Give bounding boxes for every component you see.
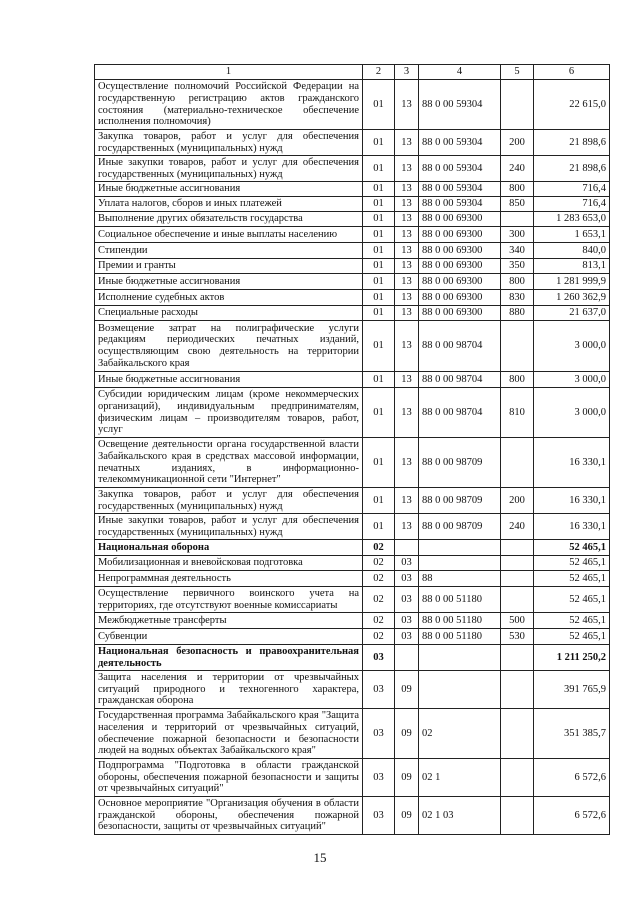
amount-cell: 16 330,1 <box>534 488 610 514</box>
amount-cell: 6 572,6 <box>534 759 610 797</box>
subsection-code-cell: 13 <box>395 80 419 130</box>
subsection-code-cell: 13 <box>395 321 419 372</box>
table-row <box>95 388 610 438</box>
section-code-cell: 01 <box>363 290 395 306</box>
target-article-cell: 88 0 00 98709 <box>419 514 501 540</box>
amount-cell: 52 465,1 <box>534 571 610 587</box>
amount-cell: 1 281 999,9 <box>534 274 610 290</box>
subsection-code-cell: 13 <box>395 197 419 212</box>
section-code-cell: 02 <box>363 556 395 571</box>
row-name-cell: Иные бюджетные ассигнования <box>95 372 363 388</box>
expense-type-cell: 800 <box>501 274 534 290</box>
table-row <box>95 671 610 709</box>
target-article-cell: 88 0 00 51180 <box>419 587 501 613</box>
expense-type-cell: 530 <box>501 629 534 645</box>
section-code-cell: 01 <box>363 372 395 388</box>
header-cell: 2 <box>363 65 395 80</box>
table-row <box>95 488 610 514</box>
amount-cell: 716,4 <box>534 182 610 197</box>
section-code-cell: 02 <box>363 613 395 629</box>
target-article-cell: 02 <box>419 709 501 759</box>
section-code-cell: 01 <box>363 438 395 488</box>
row-name-cell: Специальные расходы <box>95 306 363 321</box>
section-code-cell: 02 <box>363 587 395 613</box>
amount-cell: 840,0 <box>534 243 610 259</box>
target-article-cell: 88 0 00 51180 <box>419 629 501 645</box>
target-article-cell <box>419 540 501 556</box>
section-code-cell: 01 <box>363 388 395 438</box>
table-row <box>95 182 610 197</box>
table-row <box>95 587 610 613</box>
subsection-code-cell: 13 <box>395 182 419 197</box>
amount-cell: 813,1 <box>534 259 610 274</box>
table-row <box>95 709 610 759</box>
table-row <box>95 540 610 556</box>
expense-type-cell: 350 <box>501 259 534 274</box>
section-code-cell: 01 <box>363 182 395 197</box>
row-name-cell: Стипендии <box>95 243 363 259</box>
subsection-code-cell: 09 <box>395 759 419 797</box>
target-article-cell: 88 0 00 51180 <box>419 613 501 629</box>
amount-cell: 16 330,1 <box>534 514 610 540</box>
subsection-code-cell: 03 <box>395 613 419 629</box>
row-name-cell: Возмещение затрат на полиграфические услуги редакциям периодических печатных изданий, осуществляющим свою деятельность на территории Забайкальского края <box>95 321 363 372</box>
table-row <box>95 613 610 629</box>
section-code-cell: 01 <box>363 488 395 514</box>
amount-cell: 1 283 653,0 <box>534 212 610 227</box>
row-name-cell: Иные закупки товаров, работ и услуг для обеспечения государственных (муниципальных) нужд <box>95 514 363 540</box>
subsection-code-cell: 13 <box>395 227 419 243</box>
row-name-cell: Непрограммная деятельность <box>95 571 363 587</box>
row-name-cell: Государственная программа Забайкальского края "Защита населения и территорий от чрезвычайных ситуаций, обеспечение пожарной безопасности и безопасности людей на водных объектах Забайкальского края" <box>95 709 363 759</box>
subsection-code-cell: 13 <box>395 372 419 388</box>
target-article-cell: 88 0 00 98704 <box>419 388 501 438</box>
target-article-cell: 88 0 00 69300 <box>419 274 501 290</box>
section-code-cell: 01 <box>363 227 395 243</box>
section-code-cell: 01 <box>363 80 395 130</box>
amount-cell: 21 898,6 <box>534 156 610 182</box>
table-row <box>95 290 610 306</box>
section-code-cell: 03 <box>363 671 395 709</box>
expense-type-cell: 340 <box>501 243 534 259</box>
amount-cell: 22 615,0 <box>534 80 610 130</box>
table-row <box>95 243 610 259</box>
subsection-code-cell: 13 <box>395 488 419 514</box>
section-code-cell: 01 <box>363 156 395 182</box>
expense-type-cell: 240 <box>501 514 534 540</box>
row-name-cell: Национальная оборона <box>95 540 363 556</box>
section-code-cell: 01 <box>363 321 395 372</box>
section-code-cell: 01 <box>363 197 395 212</box>
target-article-cell: 88 0 00 98709 <box>419 488 501 514</box>
row-name-cell: Осуществление полномочий Российской Федерации на государственную регистрацию актов гражданского состояния (материально-техническое обеспечение исполнения полномочия) <box>95 80 363 130</box>
header-cell: 5 <box>501 65 534 80</box>
table-header-row <box>95 65 610 80</box>
section-code-cell: 03 <box>363 645 395 671</box>
subsection-code-cell: 13 <box>395 274 419 290</box>
section-code-cell: 01 <box>363 306 395 321</box>
expense-type-cell: 830 <box>501 290 534 306</box>
table-row <box>95 227 610 243</box>
amount-cell: 351 385,7 <box>534 709 610 759</box>
amount-cell: 391 765,9 <box>534 671 610 709</box>
target-article-cell: 88 0 00 59304 <box>419 130 501 156</box>
row-name-cell: Защита населения и территории от чрезвычайных ситуаций природного и техногенного характера, гражданская оборона <box>95 671 363 709</box>
header-cell: 1 <box>95 65 363 80</box>
target-article-cell <box>419 645 501 671</box>
expense-type-cell <box>501 556 534 571</box>
expense-type-cell: 850 <box>501 197 534 212</box>
section-code-cell: 02 <box>363 571 395 587</box>
section-code-cell: 01 <box>363 274 395 290</box>
expense-type-cell <box>501 438 534 488</box>
row-name-cell: Основное мероприятие "Организация обучения в области гражданской обороны, обеспечения пожарной безопасности, защиты от чрезвычайных ситуаций" <box>95 797 363 835</box>
expense-type-cell <box>501 645 534 671</box>
header-cell: 6 <box>534 65 610 80</box>
expense-type-cell: 200 <box>501 488 534 514</box>
section-code-cell: 01 <box>363 259 395 274</box>
subsection-code-cell: 03 <box>395 556 419 571</box>
subsection-code-cell: 13 <box>395 156 419 182</box>
table-row <box>95 259 610 274</box>
row-name-cell: Иные бюджетные ассигнования <box>95 274 363 290</box>
subsection-code-cell: 13 <box>395 388 419 438</box>
row-name-cell: Закупка товаров, работ и услуг для обеспечения государственных (муниципальных) нужд <box>95 130 363 156</box>
expense-type-cell <box>501 587 534 613</box>
expense-type-cell: 240 <box>501 156 534 182</box>
table-row <box>95 274 610 290</box>
expense-type-cell: 880 <box>501 306 534 321</box>
subsection-code-cell: 13 <box>395 438 419 488</box>
subsection-code-cell: 13 <box>395 130 419 156</box>
target-article-cell: 88 0 00 59304 <box>419 197 501 212</box>
expense-type-cell <box>501 80 534 130</box>
section-code-cell: 01 <box>363 243 395 259</box>
row-name-cell: Мобилизационная и вневойсковая подготовка <box>95 556 363 571</box>
amount-cell: 21 898,6 <box>534 130 610 156</box>
target-article-cell: 88 0 00 98704 <box>419 321 501 372</box>
subsection-code-cell: 03 <box>395 587 419 613</box>
table-row <box>95 797 610 835</box>
subsection-code-cell <box>395 645 419 671</box>
row-name-cell: Уплата налогов, сборов и иных платежей <box>95 197 363 212</box>
table-row <box>95 80 610 130</box>
section-code-cell: 01 <box>363 130 395 156</box>
amount-cell: 3 000,0 <box>534 372 610 388</box>
expense-type-cell <box>501 212 534 227</box>
target-article-cell: 88 0 00 69300 <box>419 212 501 227</box>
subsection-code-cell: 13 <box>395 306 419 321</box>
table-row <box>95 156 610 182</box>
table-row <box>95 130 610 156</box>
subsection-code-cell: 13 <box>395 259 419 274</box>
amount-cell: 716,4 <box>534 197 610 212</box>
expense-type-cell <box>501 797 534 835</box>
target-article-cell: 88 0 00 59304 <box>419 156 501 182</box>
expense-type-cell: 800 <box>501 182 534 197</box>
header-cell: 3 <box>395 65 419 80</box>
amount-cell: 16 330,1 <box>534 438 610 488</box>
row-name-cell: Подпрограмма "Подготовка в области гражданской обороны, обеспечения пожарной безопасности и защиты от чрезвычайных ситуаций" <box>95 759 363 797</box>
expense-type-cell: 300 <box>501 227 534 243</box>
row-name-cell: Социальное обеспечение и иные выплаты населению <box>95 227 363 243</box>
target-article-cell: 88 0 00 69300 <box>419 306 501 321</box>
table-row <box>95 514 610 540</box>
subsection-code-cell: 09 <box>395 671 419 709</box>
target-article-cell: 88 0 00 69300 <box>419 259 501 274</box>
row-name-cell: Субсидии юридическим лицам (кроме некоммерческих организаций), индивидуальным предпринимателям, физическим лицам – производителям товаров, работ, услуг <box>95 388 363 438</box>
expense-type-cell: 810 <box>501 388 534 438</box>
amount-cell: 21 637,0 <box>534 306 610 321</box>
subsection-code-cell: 03 <box>395 571 419 587</box>
section-code-cell: 03 <box>363 709 395 759</box>
section-code-cell: 03 <box>363 797 395 835</box>
table-row <box>95 372 610 388</box>
section-code-cell: 02 <box>363 540 395 556</box>
expense-type-cell <box>501 759 534 797</box>
expense-type-cell <box>501 571 534 587</box>
target-article-cell <box>419 671 501 709</box>
subsection-code-cell: 13 <box>395 212 419 227</box>
table-row <box>95 197 610 212</box>
expense-type-cell <box>501 540 534 556</box>
expense-type-cell: 200 <box>501 130 534 156</box>
row-name-cell: Закупка товаров, работ и услуг для обеспечения государственных (муниципальных) нужд <box>95 488 363 514</box>
target-article-cell: 88 0 00 59304 <box>419 182 501 197</box>
target-article-cell: 88 0 00 69300 <box>419 243 501 259</box>
table-row <box>95 306 610 321</box>
subsection-code-cell: 13 <box>395 514 419 540</box>
subsection-code-cell: 03 <box>395 629 419 645</box>
target-article-cell: 88 0 00 69300 <box>419 227 501 243</box>
amount-cell: 1 211 250,2 <box>534 645 610 671</box>
table-row <box>95 212 610 227</box>
row-name-cell: Осуществление первичного воинского учета на территориях, где отсутствуют военные комиссариаты <box>95 587 363 613</box>
amount-cell: 1 260 362,9 <box>534 290 610 306</box>
section-code-cell: 01 <box>363 212 395 227</box>
row-name-cell: Выполнение других обязательств государства <box>95 212 363 227</box>
target-article-cell: 02 1 03 <box>419 797 501 835</box>
expense-type-cell <box>501 321 534 372</box>
expense-type-cell <box>501 709 534 759</box>
amount-cell: 52 465,1 <box>534 613 610 629</box>
target-article-cell: 02 1 <box>419 759 501 797</box>
section-code-cell: 02 <box>363 629 395 645</box>
amount-cell: 3 000,0 <box>534 321 610 372</box>
row-name-cell: Премии и гранты <box>95 259 363 274</box>
table-row <box>95 556 610 571</box>
table-row <box>95 629 610 645</box>
section-code-cell: 03 <box>363 759 395 797</box>
target-article-cell <box>419 556 501 571</box>
table-row <box>95 321 610 372</box>
target-article-cell: 88 0 00 59304 <box>419 80 501 130</box>
budget-table <box>94 64 610 835</box>
amount-cell: 3 000,0 <box>534 388 610 438</box>
row-name-cell: Субвенции <box>95 629 363 645</box>
subsection-code-cell: 09 <box>395 797 419 835</box>
row-name-cell: Исполнение судебных актов <box>95 290 363 306</box>
row-name-cell: Межбюджетные трансферты <box>95 613 363 629</box>
budget-table-container <box>94 64 609 835</box>
amount-cell: 1 653,1 <box>534 227 610 243</box>
subsection-code-cell: 13 <box>395 290 419 306</box>
amount-cell: 52 465,1 <box>534 540 610 556</box>
amount-cell: 52 465,1 <box>534 556 610 571</box>
table-row <box>95 759 610 797</box>
table-row <box>95 438 610 488</box>
amount-cell: 52 465,1 <box>534 629 610 645</box>
table-row <box>95 645 610 671</box>
target-article-cell: 88 0 00 69300 <box>419 290 501 306</box>
table-row <box>95 571 610 587</box>
expense-type-cell: 800 <box>501 372 534 388</box>
expense-type-cell: 500 <box>501 613 534 629</box>
target-article-cell: 88 0 00 98704 <box>419 372 501 388</box>
amount-cell: 52 465,1 <box>534 587 610 613</box>
row-name-cell: Освещение деятельности органа государственной власти Забайкальского края в средствах массовой информации, печатных изданиях, в информационно-телекоммуникационной сети "Интернет" <box>95 438 363 488</box>
subsection-code-cell: 13 <box>395 243 419 259</box>
section-code-cell: 01 <box>363 514 395 540</box>
subsection-code-cell: 09 <box>395 709 419 759</box>
target-article-cell: 88 <box>419 571 501 587</box>
expense-type-cell <box>501 671 534 709</box>
page-number: 15 <box>313 850 327 865</box>
target-article-cell: 88 0 00 98709 <box>419 438 501 488</box>
row-name-cell: Иные бюджетные ассигнования <box>95 182 363 197</box>
row-name-cell: Иные закупки товаров, работ и услуг для обеспечения государственных (муниципальных) нужд <box>95 156 363 182</box>
subsection-code-cell <box>395 540 419 556</box>
amount-cell: 6 572,6 <box>534 797 610 835</box>
header-cell: 4 <box>419 65 501 80</box>
row-name-cell: Национальная безопасность и правоохранительная деятельность <box>95 645 363 671</box>
